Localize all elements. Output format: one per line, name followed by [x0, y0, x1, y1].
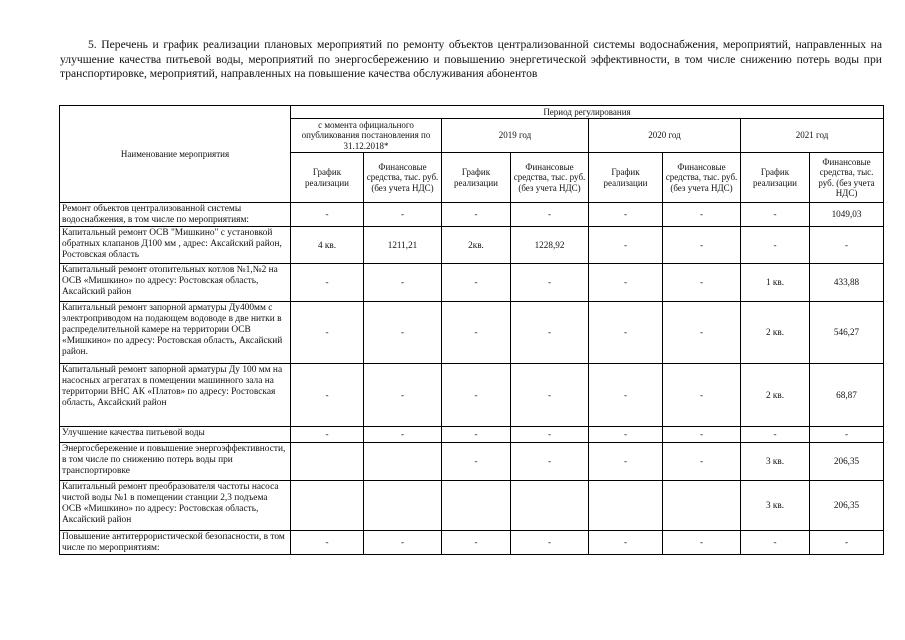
- table-cell: 68,87: [810, 364, 884, 427]
- table-row: [60, 264, 884, 302]
- table-cell: -: [511, 264, 589, 302]
- table-cell: -: [291, 364, 364, 427]
- row-name: Повышение антитеррористической безопасности, в том числе по мероприятиям:: [60, 531, 291, 555]
- table-cell: 2 кв.: [741, 302, 810, 364]
- table-cell: 433,88: [810, 264, 884, 302]
- table-cell: -: [741, 531, 810, 555]
- table-cell: -: [442, 531, 511, 555]
- table-cell: -: [741, 427, 810, 443]
- table-cell: [442, 481, 511, 531]
- table-cell: -: [364, 427, 442, 443]
- table-cell: 206,35: [810, 443, 884, 481]
- table-cell: -: [663, 443, 741, 481]
- table-cell: -: [741, 227, 810, 264]
- sub-header-finance: Финансовые средства, тыс. руб. (без учета НДС): [364, 153, 442, 203]
- table-row: [60, 427, 884, 443]
- row-name: Энергосбережение и повышение энергоэффективности, в том числе по снижению потерь воды при транспортировке: [60, 443, 291, 481]
- table-cell: 1049,03: [810, 203, 884, 227]
- table-cell: -: [810, 227, 884, 264]
- table-cell: 1 кв.: [741, 264, 810, 302]
- sub-header-finance: Финансовые средства, тыс. руб. (без учета НДС): [511, 153, 589, 203]
- table-cell: -: [291, 302, 364, 364]
- table-cell: -: [442, 427, 511, 443]
- table-cell: -: [364, 302, 442, 364]
- row-name: Капитальный ремонт отопительных котлов №1,№2 на ОСВ «Мишкино» по адресу: Ростовская область, Аксайский район: [60, 264, 291, 302]
- sub-header-schedule: График реализации: [442, 153, 511, 203]
- table-cell: -: [291, 531, 364, 555]
- table-cell: -: [364, 364, 442, 427]
- table-cell: -: [663, 302, 741, 364]
- sub-header-schedule: График реализации: [589, 153, 663, 203]
- period-header: Период регулирования: [291, 106, 884, 119]
- table-cell: [291, 481, 364, 531]
- table-cell: -: [589, 364, 663, 427]
- table-row: [60, 203, 884, 227]
- table-cell: -: [511, 427, 589, 443]
- table-cell: -: [511, 203, 589, 227]
- row-name: Капитальный ремонт преобразователя частоты насоса чистой воды №1 в помещении станции 2,3 подъема ОСВ «Мишкино» по адресу: Ростовская область, Аксайский район: [60, 481, 291, 531]
- table-cell: -: [810, 427, 884, 443]
- table-cell: [511, 481, 589, 531]
- table-cell: -: [663, 264, 741, 302]
- table-row: [60, 302, 884, 364]
- table-cell: -: [810, 531, 884, 555]
- table-cell: -: [291, 427, 364, 443]
- plan-table: [59, 105, 884, 555]
- table-cell: 4 кв.: [291, 227, 364, 264]
- table-cell: 2кв.: [442, 227, 511, 264]
- table-cell: 3 кв.: [741, 481, 810, 531]
- table-cell: -: [663, 427, 741, 443]
- table-cell: 1228,92: [511, 227, 589, 264]
- table-cell: -: [663, 227, 741, 264]
- table-cell: [291, 443, 364, 481]
- table-row: [60, 227, 884, 264]
- table-cell: [364, 481, 442, 531]
- table-cell: -: [511, 364, 589, 427]
- table-cell: -: [511, 443, 589, 481]
- sub-header-finance: Финансовые средства, тыс. руб. (без учета НДС): [663, 153, 741, 203]
- table-cell: -: [589, 264, 663, 302]
- sub-header-finance: Финансовые средства, тыс. руб. (без учета НДС): [810, 153, 884, 203]
- row-name: Капитальный ремонт запорной арматуры Ду400мм с электроприводом на подающем водоводе в две нитки в распределительной камере на территории ОСВ «Мишкино» по адресу: Ростовская область, Аксайский район.: [60, 302, 291, 364]
- table-row: [60, 364, 884, 427]
- table-cell: -: [442, 364, 511, 427]
- row-name: Улучшение качества питьевой воды: [60, 427, 291, 443]
- table-cell: -: [589, 427, 663, 443]
- table-cell: -: [589, 443, 663, 481]
- col-name-header: Наименование мероприятия: [60, 106, 291, 203]
- table-cell: -: [291, 203, 364, 227]
- row-name: Капитальный ремонт ОСВ "Мишкино" с установкой обратных клапанов Д100 мм , адрес: Аксайский район, Ростовская область: [60, 227, 291, 264]
- table-cell: -: [364, 203, 442, 227]
- table-cell: 206,35: [810, 481, 884, 531]
- table-cell: 546,27: [810, 302, 884, 364]
- table-cell: 2 кв.: [741, 364, 810, 427]
- period-header-2020: 2020 год: [589, 119, 741, 153]
- section-heading-text: 5. Перечень и график реализации плановых мероприятий по ремонту объектов централизованной системы водоснабжения, мероприятий, направленных на улучшение качества питьевой воды, мероприятий по энергосбережению и повышению энергетической эффективности, в том числе снижению потерь воды при транспортировке, мероприятий, направленных на повышение качества обслуживания абонентов: [60, 38, 882, 81]
- table-cell: -: [442, 203, 511, 227]
- table-cell: -: [442, 443, 511, 481]
- table-cell: -: [511, 302, 589, 364]
- table-cell: -: [442, 302, 511, 364]
- table-cell: 3 кв.: [741, 443, 810, 481]
- table-cell: -: [589, 302, 663, 364]
- table-row: [60, 481, 884, 531]
- table-cell: -: [663, 531, 741, 555]
- sub-header-schedule: График реализации: [741, 153, 810, 203]
- table-cell: 1211,21: [364, 227, 442, 264]
- table-cell: -: [663, 203, 741, 227]
- table-cell: -: [364, 531, 442, 555]
- table-cell: -: [741, 203, 810, 227]
- period-header-2018: с момента официального опубликования постановления по 31.12.2018*: [291, 119, 442, 153]
- period-header-2019: 2019 год: [442, 119, 589, 153]
- sub-header-schedule: График реализации: [291, 153, 364, 203]
- section-heading: [60, 38, 882, 82]
- row-name: Ремонт объектов централизованной системы водоснабжения, в том числе по мероприятиям:: [60, 203, 291, 227]
- table-cell: [589, 481, 663, 531]
- row-name: Капитальный ремонт запорной арматуры Ду 100 мм на насосных агрегатах в помещении машинного зала на территории ВНС АК «Платов» по адресу: Ростовская область, Аксайский район: [60, 364, 291, 427]
- table-row: [60, 531, 884, 555]
- table-cell: [663, 481, 741, 531]
- table-cell: -: [291, 264, 364, 302]
- table-cell: -: [589, 203, 663, 227]
- table-cell: -: [663, 364, 741, 427]
- table-cell: [364, 443, 442, 481]
- table-cell: -: [511, 531, 589, 555]
- table-cell: -: [364, 264, 442, 302]
- table-row: [60, 443, 884, 481]
- table-cell: -: [589, 227, 663, 264]
- table-cell: -: [442, 264, 511, 302]
- table-cell: -: [589, 531, 663, 555]
- period-header-2021: 2021 год: [741, 119, 884, 153]
